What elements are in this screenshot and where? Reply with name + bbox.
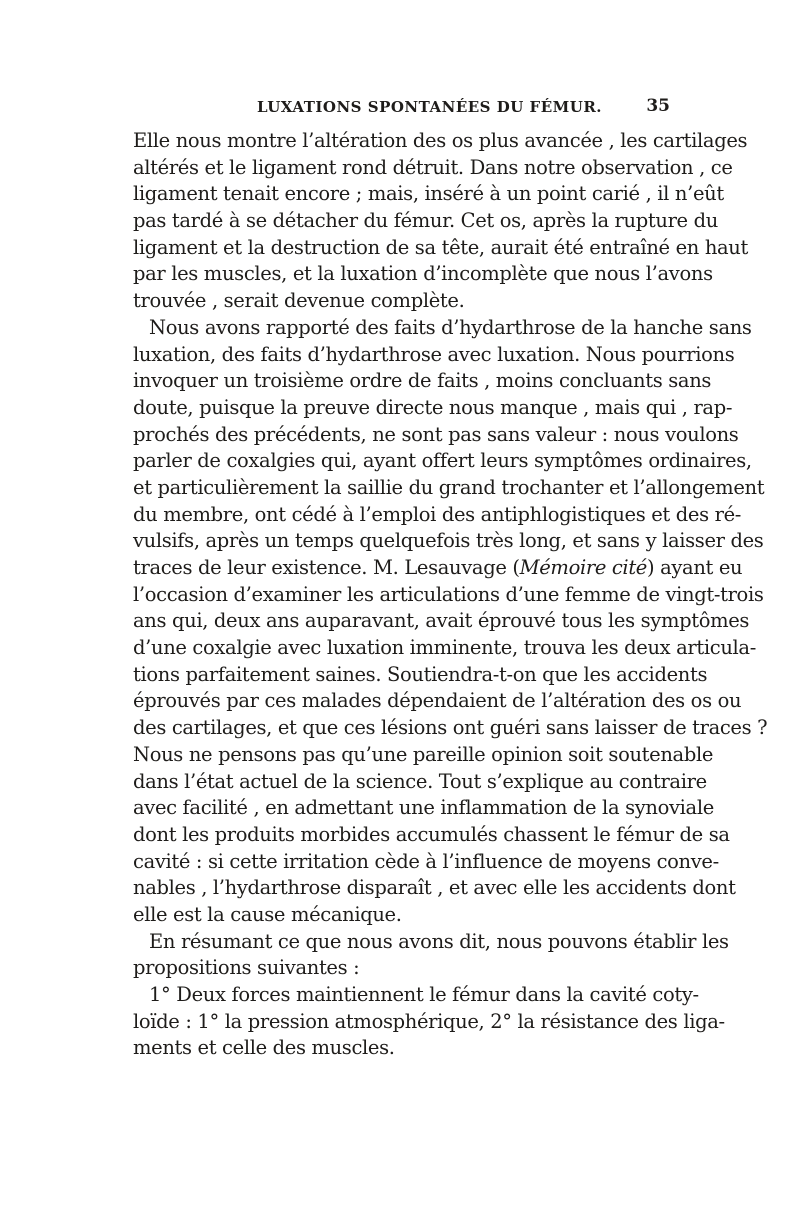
text-line: ligament et la destruction de sa tête, aurait été entraîné en haut — [133, 235, 748, 259]
text-line: Elle nous montre l’altération des os plus avancée , les cartilages — [133, 129, 748, 152]
paragraph-start: En résumant ce que nous avons dit, nous pouvons établir les — [149, 929, 729, 953]
page-number: 35 — [646, 96, 670, 116]
text-line: dont les produits morbides accumulés chassent le fémur de sa — [133, 822, 730, 846]
text-line: du membre, ont cédé à l’emploi des antiphlogistiques et des ré- — [133, 502, 741, 526]
running-head: LUXATIONS SPONTANÉES DU FÉMUR. — [257, 98, 603, 116]
text-line: tions parfaitement saines. Soutiendra-t-on que les accidents — [133, 662, 708, 686]
text-segment: traces de leur existence. M. Lesauvage ( — [133, 556, 520, 579]
text-line: par les muscles, et la luxation d’incomplète que nous l’avons — [133, 262, 713, 286]
text-line: luxation, des faits d’hydarthrose avec luxation. Nous pourrions — [133, 342, 735, 366]
text-line-with-citation — [133, 555, 743, 582]
text-line: éprouvés par ces malades dépendaient de l’altération des os ou — [133, 689, 742, 713]
text-line: ligament tenait encore ; mais, inséré à un point carié , il n’eût — [133, 182, 724, 206]
text-line: trouvée , serait devenue complète. — [133, 289, 465, 313]
text-line: ments et celle des muscles. — [133, 1036, 395, 1060]
text-line: des cartilages, et que ces lésions ont guéri sans laisser de traces ? — [133, 716, 768, 740]
text-line: nables , l’hydarthrose disparaît , et avec elle les accidents dont — [133, 876, 736, 900]
text-line: altérés et le ligament rond détruit. Dans notre observation , ce — [133, 155, 733, 179]
text-body — [133, 128, 768, 1062]
text-segment: ) ayant eu — [647, 556, 743, 579]
text-line: prochés des précédents, ne sont pas sans valeur : nous voulons — [133, 422, 739, 446]
text-line: vulsifs, après un temps quelquefois très long, et sans y laisser des — [133, 529, 764, 553]
paragraph-start: 1° Deux forces maintiennent le fémur dans la cavité coty- — [149, 983, 699, 1006]
paragraph-start: Nous avons rapporté des faits d’hydarthrose de la hanche sans — [149, 315, 752, 339]
text-line: parler de coxalgies qui, ayant offert leurs symptômes ordinaires, — [133, 449, 752, 473]
text-line: invoquer un troisième ordre de faits , moins concluants sans — [133, 369, 712, 393]
text-line: elle est la cause mécanique. — [133, 902, 402, 926]
text-line: pas tardé à se détacher du fémur. Cet os, après la rupture du — [133, 209, 718, 233]
text-line: avec facilité , en admettant une inflammation de la synoviale — [133, 796, 714, 820]
text-line: propositions suivantes : — [133, 956, 360, 980]
text-line: l’occasion d’examiner les articulations d’une femme de vingt-trois — [133, 582, 764, 606]
text-line: Nous ne pensons pas qu’une pareille opinion soit soutenable — [133, 742, 714, 766]
text-line: ans qui, deux ans auparavant, avait éprouvé tous les symptômes — [133, 609, 750, 633]
citation-reference: Mémoire cité — [519, 556, 647, 579]
text-line: cavité : si cette irritation cède à l’influence de moyens conve- — [133, 849, 719, 873]
text-line: loïde : 1° la pression atmosphérique, 2° la résistance des liga- — [133, 1009, 725, 1033]
text-line: dans l’état actuel de la science. Tout s’explique au contraire — [133, 769, 707, 793]
text-line: doute, puisque la preuve directe nous manque , mais qui , rap- — [133, 395, 733, 419]
page-header — [133, 98, 670, 124]
text-line: et particulièrement la saillie du grand trochanter et l’allongement — [133, 475, 765, 499]
text-line: d’une coxalgie avec luxation imminente, trouva les deux articula- — [133, 636, 756, 660]
